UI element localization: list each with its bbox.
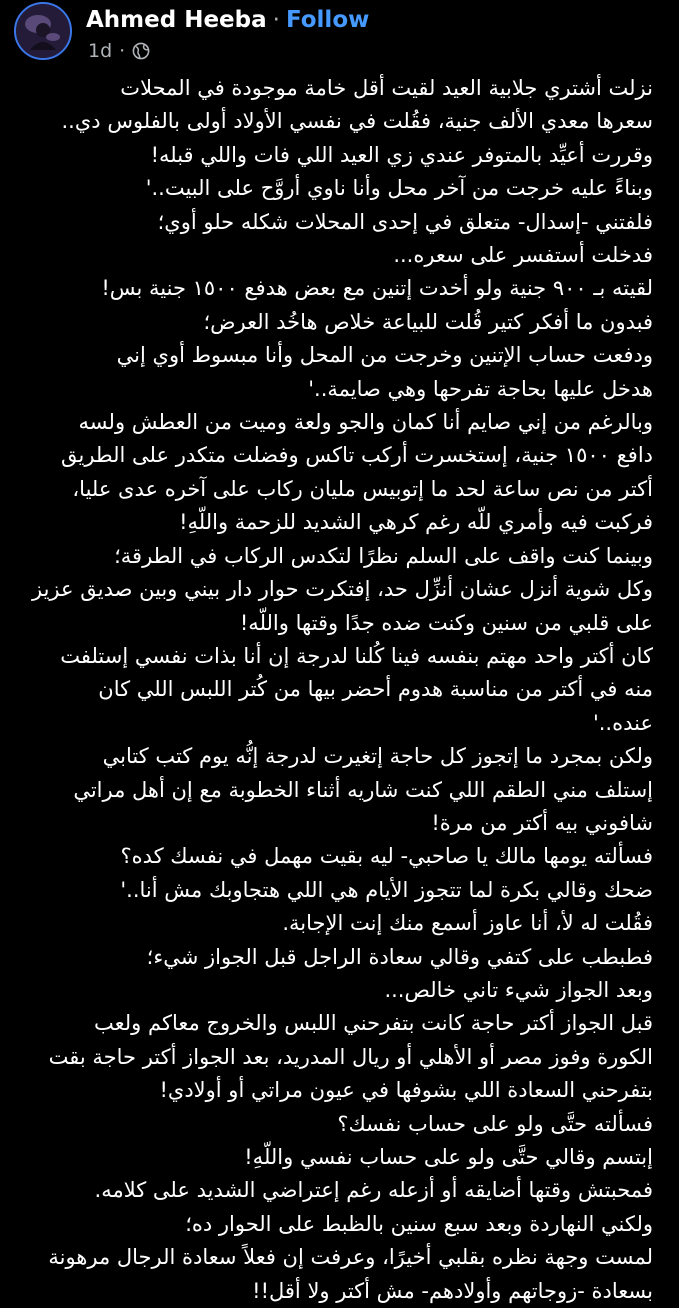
post-text-line: وقررت أعيِّد بالمتوفر عندي زي العيد اللي فات واللي قبله! — [150, 142, 653, 167]
post-text-line: فطبطب على كتفي وقالي سعادة الراجل قبل الجواز شيء؛ — [146, 944, 653, 969]
post-text-line: فمحبتش وقتها أضايقه أو أزعله رغم إعتراضي الشديد على كلامه. — [94, 1178, 653, 1203]
post-text-line: ولكن بمجرد ما إتجوز كل حاجة إتغيرت لدرجة إنُّه يوم كتب كتابي — [102, 744, 653, 769]
post-text — [0, 72, 653, 1308]
post-text-line: لقيته بـ ٩٠٠ جنية ولو أخدت إتنين مع بعض هدفع ١٥٠٠ جنية بس! — [101, 276, 653, 301]
post-text-line: قبل الجواز أكتر حاجة كانت بتفرحني اللبس والخروج معاكم ولعب — [94, 1011, 653, 1036]
post-text-line: إبتسم وقالي حتَّى ولو على حساب نفسي واللّهِ! — [244, 1145, 653, 1169]
follow-button[interactable]: Follow — [285, 7, 370, 33]
post-meta — [88, 38, 150, 64]
post-text-line: فبدون ما أفكر كتير قُلت للبياعة خلاص هاخُد العرض؛ — [203, 309, 653, 334]
post-text-line: هدخل عليها بحاجة تفرحها وهي صايمة..' — [308, 376, 653, 401]
post-text-line: ولكني النهاردة وبعد سبع سنين بالظبط على الحوار ده؛ — [185, 1211, 653, 1236]
post-text-line: بتفرحني السعادة اللي بشوفها في عيون مراتي أو أولادي! — [159, 1078, 653, 1103]
post-text-line: منه في أكتر من مناسبة هدوم أحضر بيها من كُتر اللبس اللي كان — [98, 677, 653, 702]
post-text-line: فدخلت أستفسر على سعره... — [393, 243, 653, 268]
post-timestamp[interactable]: 1d — [88, 40, 113, 62]
post-text-line: نزلت أشتري جلابية العيد لقيت أقل خامة موجودة في المحلات — [120, 76, 653, 100]
post-text-line: بسعادة -زوجاتهم وأولادهم- مش أكتر ولا أقل!! — [252, 1278, 653, 1303]
post-text-line: إستلف مني الطقم اللي كنت شاريه أثناء الخطوبة مع إن أهل مراتي — [73, 777, 653, 802]
post-text-line: وبناءً عليه خرجت من آخر محل وأنا ناوي أروَّح على البيت..' — [145, 176, 653, 201]
author-avatar[interactable] — [14, 2, 72, 60]
globe-icon — [132, 42, 150, 60]
post-text-line: وبالرغم من إني صايم أنا كمان والجو ولعة وميت من العطش ولسه — [78, 410, 653, 435]
post-text-line: دافع ١٥٠٠ جنية، إستخسرت أركب تاكس وفضلت متكدر على الطريق — [60, 443, 653, 468]
post-header — [0, 0, 679, 70]
post-text-line: عنده..' — [592, 710, 653, 735]
author-name[interactable]: Ahmed Heeba — [86, 7, 267, 33]
post-text-line: شافوني بيه أكتر من مرة! — [431, 810, 653, 835]
post-text-line: فلفتني -إسدال- متعلق في إحدى المحلات شكله حلو أوي؛ — [157, 209, 653, 234]
meta-separator: · — [119, 40, 126, 62]
avatar-image-icon — [16, 4, 70, 58]
post-text-line: لمست وجهة نظره بقلبي أخيرًا، وعرفت إن فعلاً سعادة الرجال مرهونة — [48, 1245, 653, 1270]
post-text-line: وبينما كنت واقف على السلم نظرًا لتكدس الركاب في الطرقة؛ — [114, 543, 653, 568]
post-text-line: على قلبي من سنين وكنت ضده جدًا وقتها واللّه! — [239, 610, 653, 635]
post-text-line: ضحك وقالي بكرة لما تتجوز الأيام هي اللي هتجاوبك مش أنا..' — [120, 877, 653, 902]
post-text-line: فسألته حتَّى ولو على حساب نفسك؟ — [337, 1111, 653, 1136]
post-text-line: فقُلت له لأ، أنا عاوز أسمع منك إنت الإجابة. — [282, 911, 653, 936]
post-text-line: فسألته يومها مالك يا صاحبي- ليه بقيت مهمل في نفسك كده؟ — [120, 844, 653, 869]
post-text-line: وبعد الجواز شيء تاني خالص... — [384, 977, 653, 1002]
post-text-line: الكورة وفوز مصر أو الأهلي أو ريال المدريد، بعد الجواز أكتر حاجة بقت — [48, 1044, 653, 1069]
post-text-line: أكتر من نص ساعة لحد ما إتوبيس مليان ركاب على آخره عدى عليا، — [72, 476, 653, 501]
post-text-line: كان أكتر واحد مهتم بنفسه فينا كُلنا لدرجة إن أنا بذات نفسي إستلفت — [60, 643, 653, 668]
post-text-line: فركبت فيه وأمري للّه رغم كرهي الشديد للزحمة واللّهِ! — [179, 510, 653, 535]
author-line — [86, 5, 369, 35]
post-text-line: وكل شوية أنزل عشان أنزِّل حد، إفتكرت حوار دار بيني وبين صديق عزيز — [32, 577, 653, 602]
author-separator: · — [272, 7, 280, 33]
post-text-line: سعرها معدي الألف جنية، فقُلت في نفسي الأولاد أولى بالفلوس دي.. — [61, 109, 653, 134]
post-text-line: ودفعت حساب الإتنين وخرجت من المحل وأنا مبسوط أوي إني — [116, 343, 653, 368]
